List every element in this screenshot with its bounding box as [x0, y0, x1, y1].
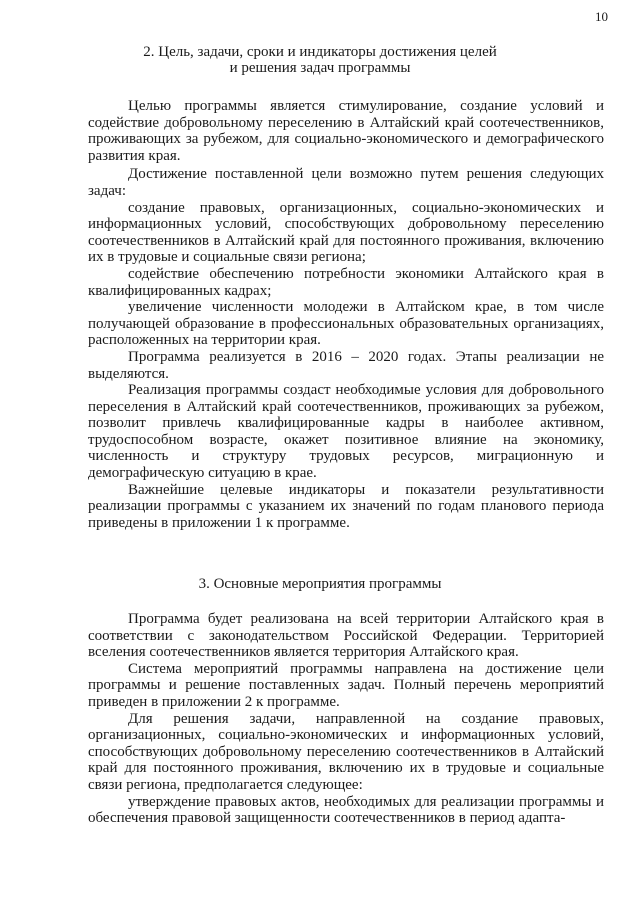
paragraph-legal-acts: утверждение правовых актов, необходимых для реализации программы и обеспечения правовой защищенности соотечественников в период адапта-: [88, 793, 604, 827]
paragraph-measures-system: Система мероприятий программы направлена на достижение цели программы и решение поставленных задач. Полный перечень мероприятий приведен в приложении 2 к программе.: [88, 660, 604, 710]
section-2-heading-line-1: 2. Цель, задачи, сроки и индикаторы достижения целей: [143, 44, 497, 60]
paragraph-task-personnel: содействие обеспечению потребности экономики Алтайского края в квалифицированных кадрах;: [88, 265, 604, 299]
paragraph-task-solution: Для решения задачи, направленной на создание правовых, организационных, социально-экономических и информационных условий, способствующих добровольному переселению соотечественников в Алтайский край для постоянного проживания, включению их в трудовые и социальные связи региона, предполагается следующее:: [88, 710, 604, 793]
paragraph-tasks-intro: Достижение поставленной цели возможно путем решения следующих задач:: [88, 166, 604, 199]
section-3-heading: 3. Основные мероприятия программы: [198, 576, 442, 592]
paragraph-task-youth: увеличение численности молодежи в Алтайском крае, в том числе получающей образование в профессиональных образовательных организациях, расположенных на территории края.: [88, 299, 604, 349]
paragraph-indicators: Важнейшие целевые индикаторы и показатели результативности реализации программы с указанием их значений по годам планового периода приведены в приложении 1 к программе.: [88, 481, 604, 531]
paragraph-goal: Целью программы является стимулирование, создание условий и содействие добровольному переселению в Алтайский край соотечественников, проживающих за рубежом, для социально-экономического и демографического развития края.: [88, 98, 604, 164]
section-2-heading-line-2: и решения задач программы: [229, 60, 411, 76]
paragraph-timeline: Программа реализуется в 2016 – 2020 годах. Этапы реализации не выделяются.: [88, 348, 604, 382]
page-number: 10: [595, 9, 608, 24]
section-2-heading: [0, 44, 640, 76]
paragraph-territory: Программа будет реализована на всей территории Алтайского края в соответствии с законодательством Российской Федерации. Территорией вселения соотечественников является территория Алтайского края.: [88, 611, 604, 661]
section-3-body: [88, 611, 604, 827]
section-2-body: [88, 98, 604, 531]
paragraph-task-conditions: создание правовых, организационных, социально-экономических и информационных условий, способствующих добровольному переселению соотечественников в Алтайский край для постоянного проживания, включению их в трудовые и социальные связи региона;: [88, 199, 604, 266]
paragraph-outcomes: Реализация программы создаст необходимые условия для добровольного переселения в Алтайский край соотечественников, проживающих за рубежом, позволит привлечь квалифицированные кадры в наиболее активном, трудоспособном возрасте, окажет позитивное влияние на экономику, численность и структуру трудовых ресурсов, миграционную и демографическую ситуацию в крае.: [88, 382, 604, 482]
